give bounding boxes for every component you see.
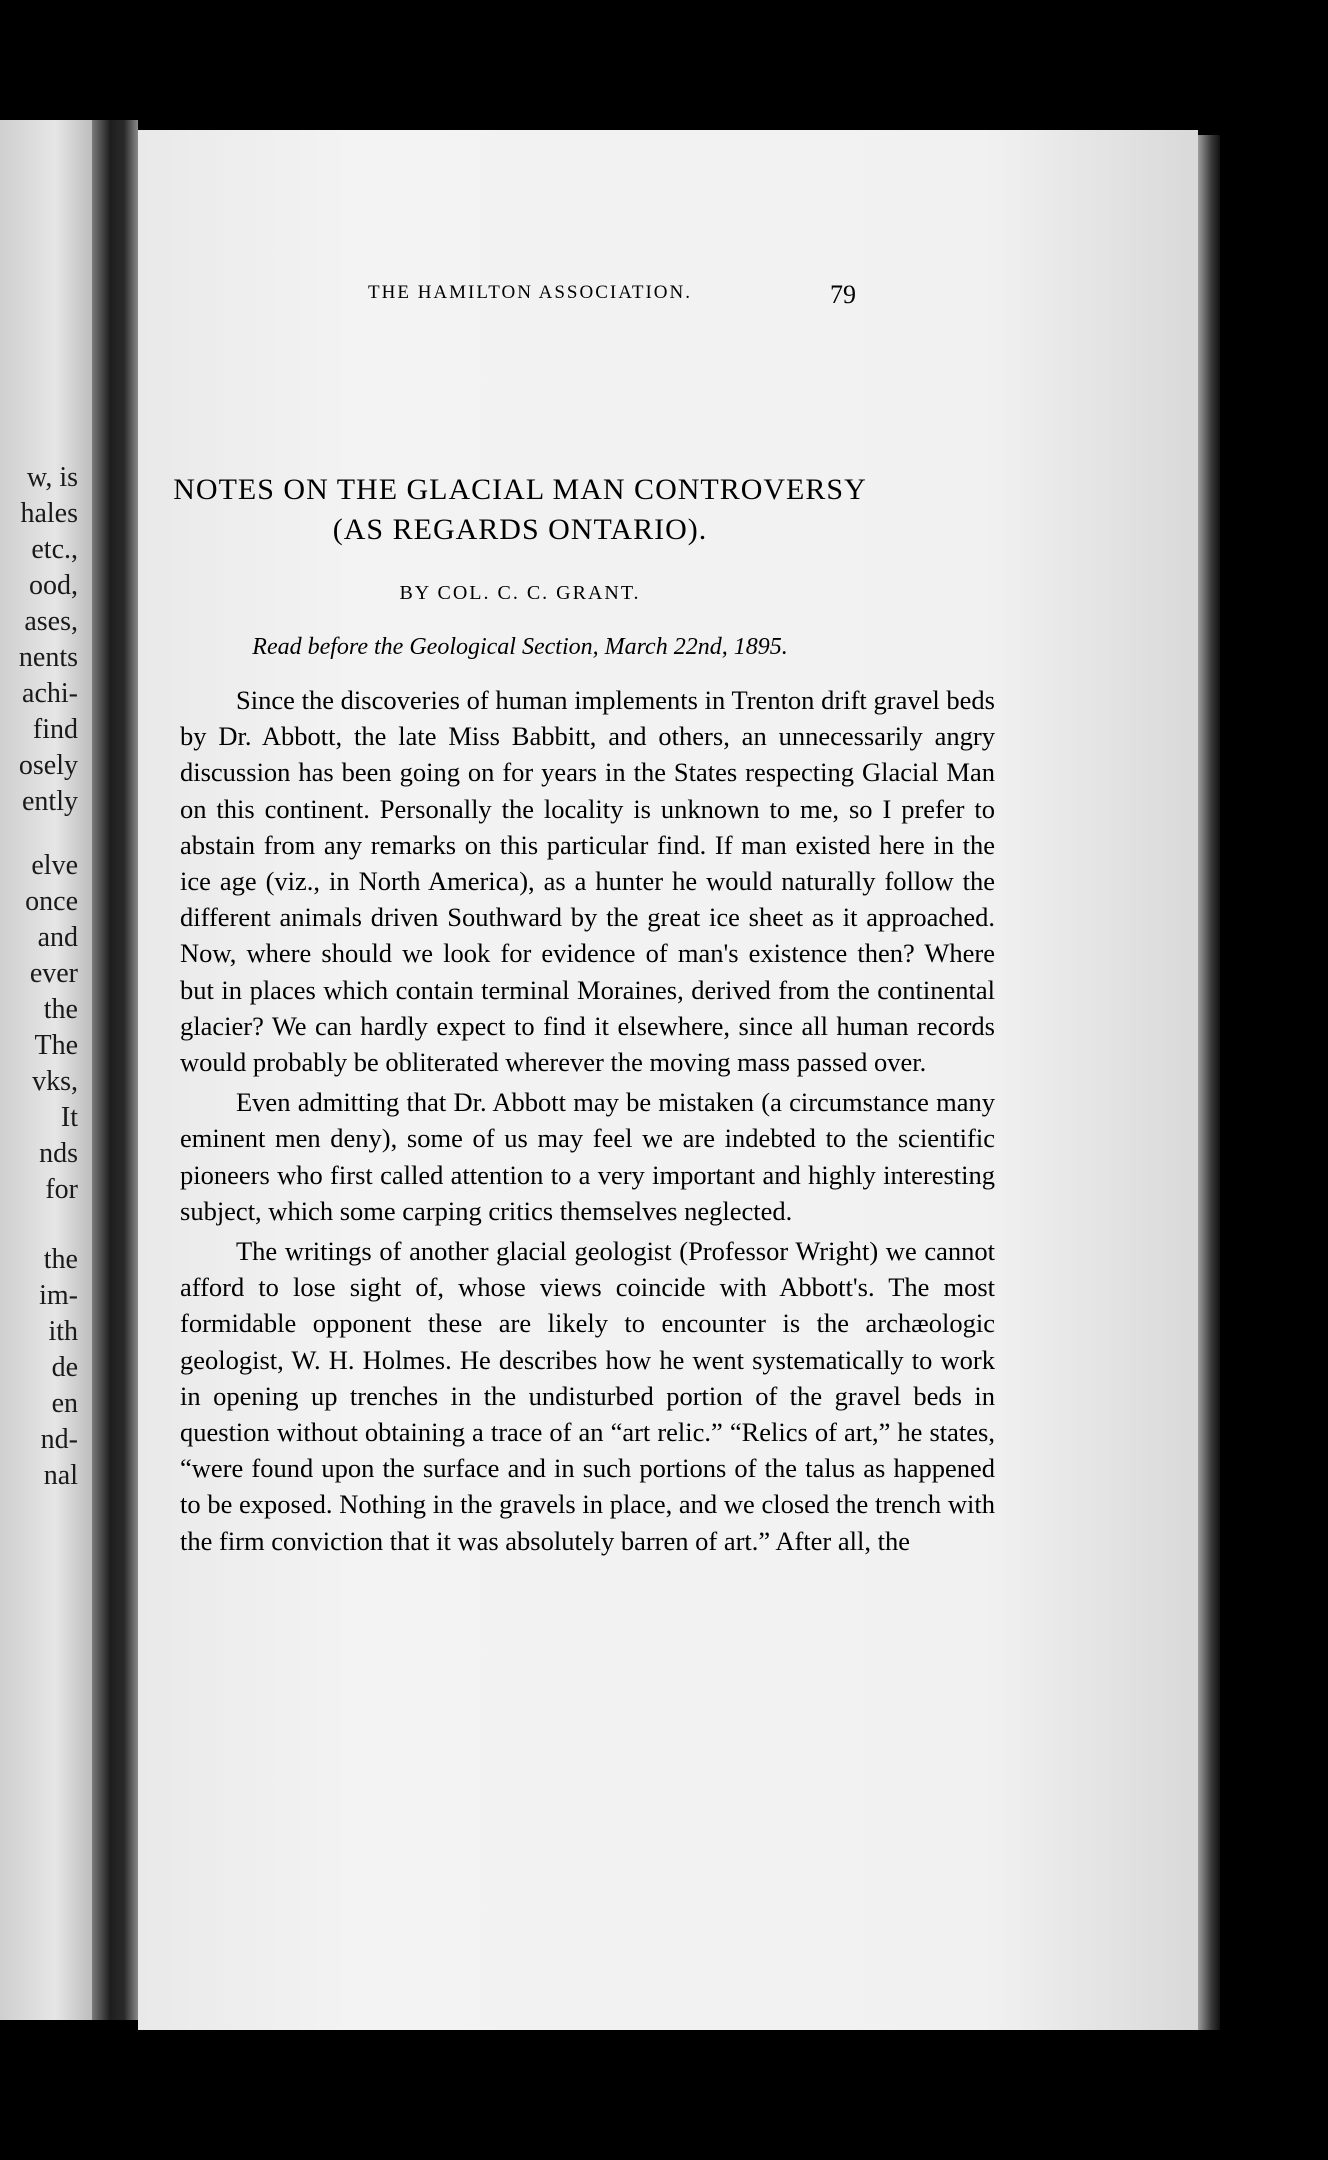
- facing-text-fragment: nents: [18, 642, 78, 673]
- page-number: 79: [830, 280, 856, 309]
- facing-text-fragment: The: [34, 1030, 78, 1061]
- title-line-2: (AS REGARDS ONTARIO).: [332, 513, 708, 546]
- facing-text-fragment: the: [43, 994, 78, 1025]
- running-head: THE HAMILTON ASSOCIATION.: [368, 282, 692, 303]
- paragraph: The writings of another glacial geologist (Professor Wright) we cannot afford to lose sight of, whose views coincide with Abbott's. The most formidable opponent these are likely to encounter is the archæologic geologist, W. H. Holmes. He describes how he went systematically to work in opening up trenches in the undisturbed portion of the gravel beds in question without obtaining a trace of an “art relic.” “Relics of art,” he states, “were found upon the surface and in such portions of the talus as happened to be exposed. Nothing in the gravels in place, and we closed the trench with the firm conviction that it was absolutely barren of art.” After all, the: [180, 1236, 995, 1556]
- facing-text-fragment: osely: [18, 750, 78, 781]
- facing-text-fragment: nd-: [40, 1424, 78, 1455]
- facing-text-fragment: It: [60, 1102, 78, 1133]
- facing-text-fragment: find: [32, 714, 78, 745]
- facing-text-fragment: ood,: [29, 570, 78, 601]
- facing-text-fragment: the: [43, 1244, 78, 1275]
- facing-text-fragment: de: [51, 1352, 78, 1383]
- facing-text-fragment: en: [51, 1388, 78, 1419]
- facing-text-fragment: nal: [43, 1460, 78, 1491]
- facing-page: [0, 120, 92, 2020]
- paragraph: Since the discoveries of human implements in Trenton drift gravel beds by Dr. Abbott, the late Miss Babbitt, and others, an unnecessarily angry discussion has been going on for years in the States respecting Glacial Man on this continent. Personally the locality is unknown to me, so I prefer to abstain from any remarks on this particular find. If man existed here in the ice age (viz., in North America), as a hunter he would naturally follow the different animals driven Southward by the great ice sheet as it approached. Now, where should we look for evidence of man's existence then? Where but in places which contain terminal Moraines, derived from the continental glacier? We can hardly expect to find it elsewhere, since all human records would probably be obliterated wherever the moving mass passed over.: [180, 685, 995, 1078]
- facing-text-fragment: hales: [20, 498, 78, 529]
- facing-text-fragment: for: [45, 1174, 78, 1205]
- page-edge: [1198, 135, 1220, 2030]
- facing-text-fragment: once: [25, 886, 78, 917]
- facing-text-fragment: ently: [22, 786, 78, 817]
- facing-text-fragment: etc.,: [31, 534, 78, 565]
- read-note: Read before the Geological Section, March 22nd, 1895.: [252, 634, 788, 660]
- facing-text-fragment: achi-: [22, 678, 78, 709]
- facing-text-fragment: elve: [31, 850, 78, 881]
- article-body: [180, 682, 995, 1563]
- facing-text-fragment: and: [37, 922, 78, 953]
- facing-text-fragment: w, is: [26, 462, 78, 493]
- book-gutter: [92, 120, 138, 2020]
- paragraph: Even admitting that Dr. Abbott may be mistaken (a circumstance many eminent men deny), some of us may feel we are indebted to the scientific pioneers who first called attention to a very important and highly interesting subject, which some carping critics themselves neglected.: [180, 1087, 995, 1226]
- facing-text-fragment: ith: [48, 1316, 78, 1347]
- facing-text-fragment: vks,: [32, 1066, 78, 1097]
- facing-text-fragment: im-: [39, 1280, 78, 1311]
- facing-text-fragment: ases,: [24, 606, 78, 637]
- facing-text-fragment: ever: [29, 958, 78, 989]
- facing-text-fragment: nds: [39, 1138, 78, 1169]
- article-title: [80, 470, 960, 550]
- title-line-1: NOTES ON THE GLACIAL MAN CONTROVERSY: [173, 473, 867, 506]
- byline: BY COL. C. C. GRANT.: [399, 582, 641, 604]
